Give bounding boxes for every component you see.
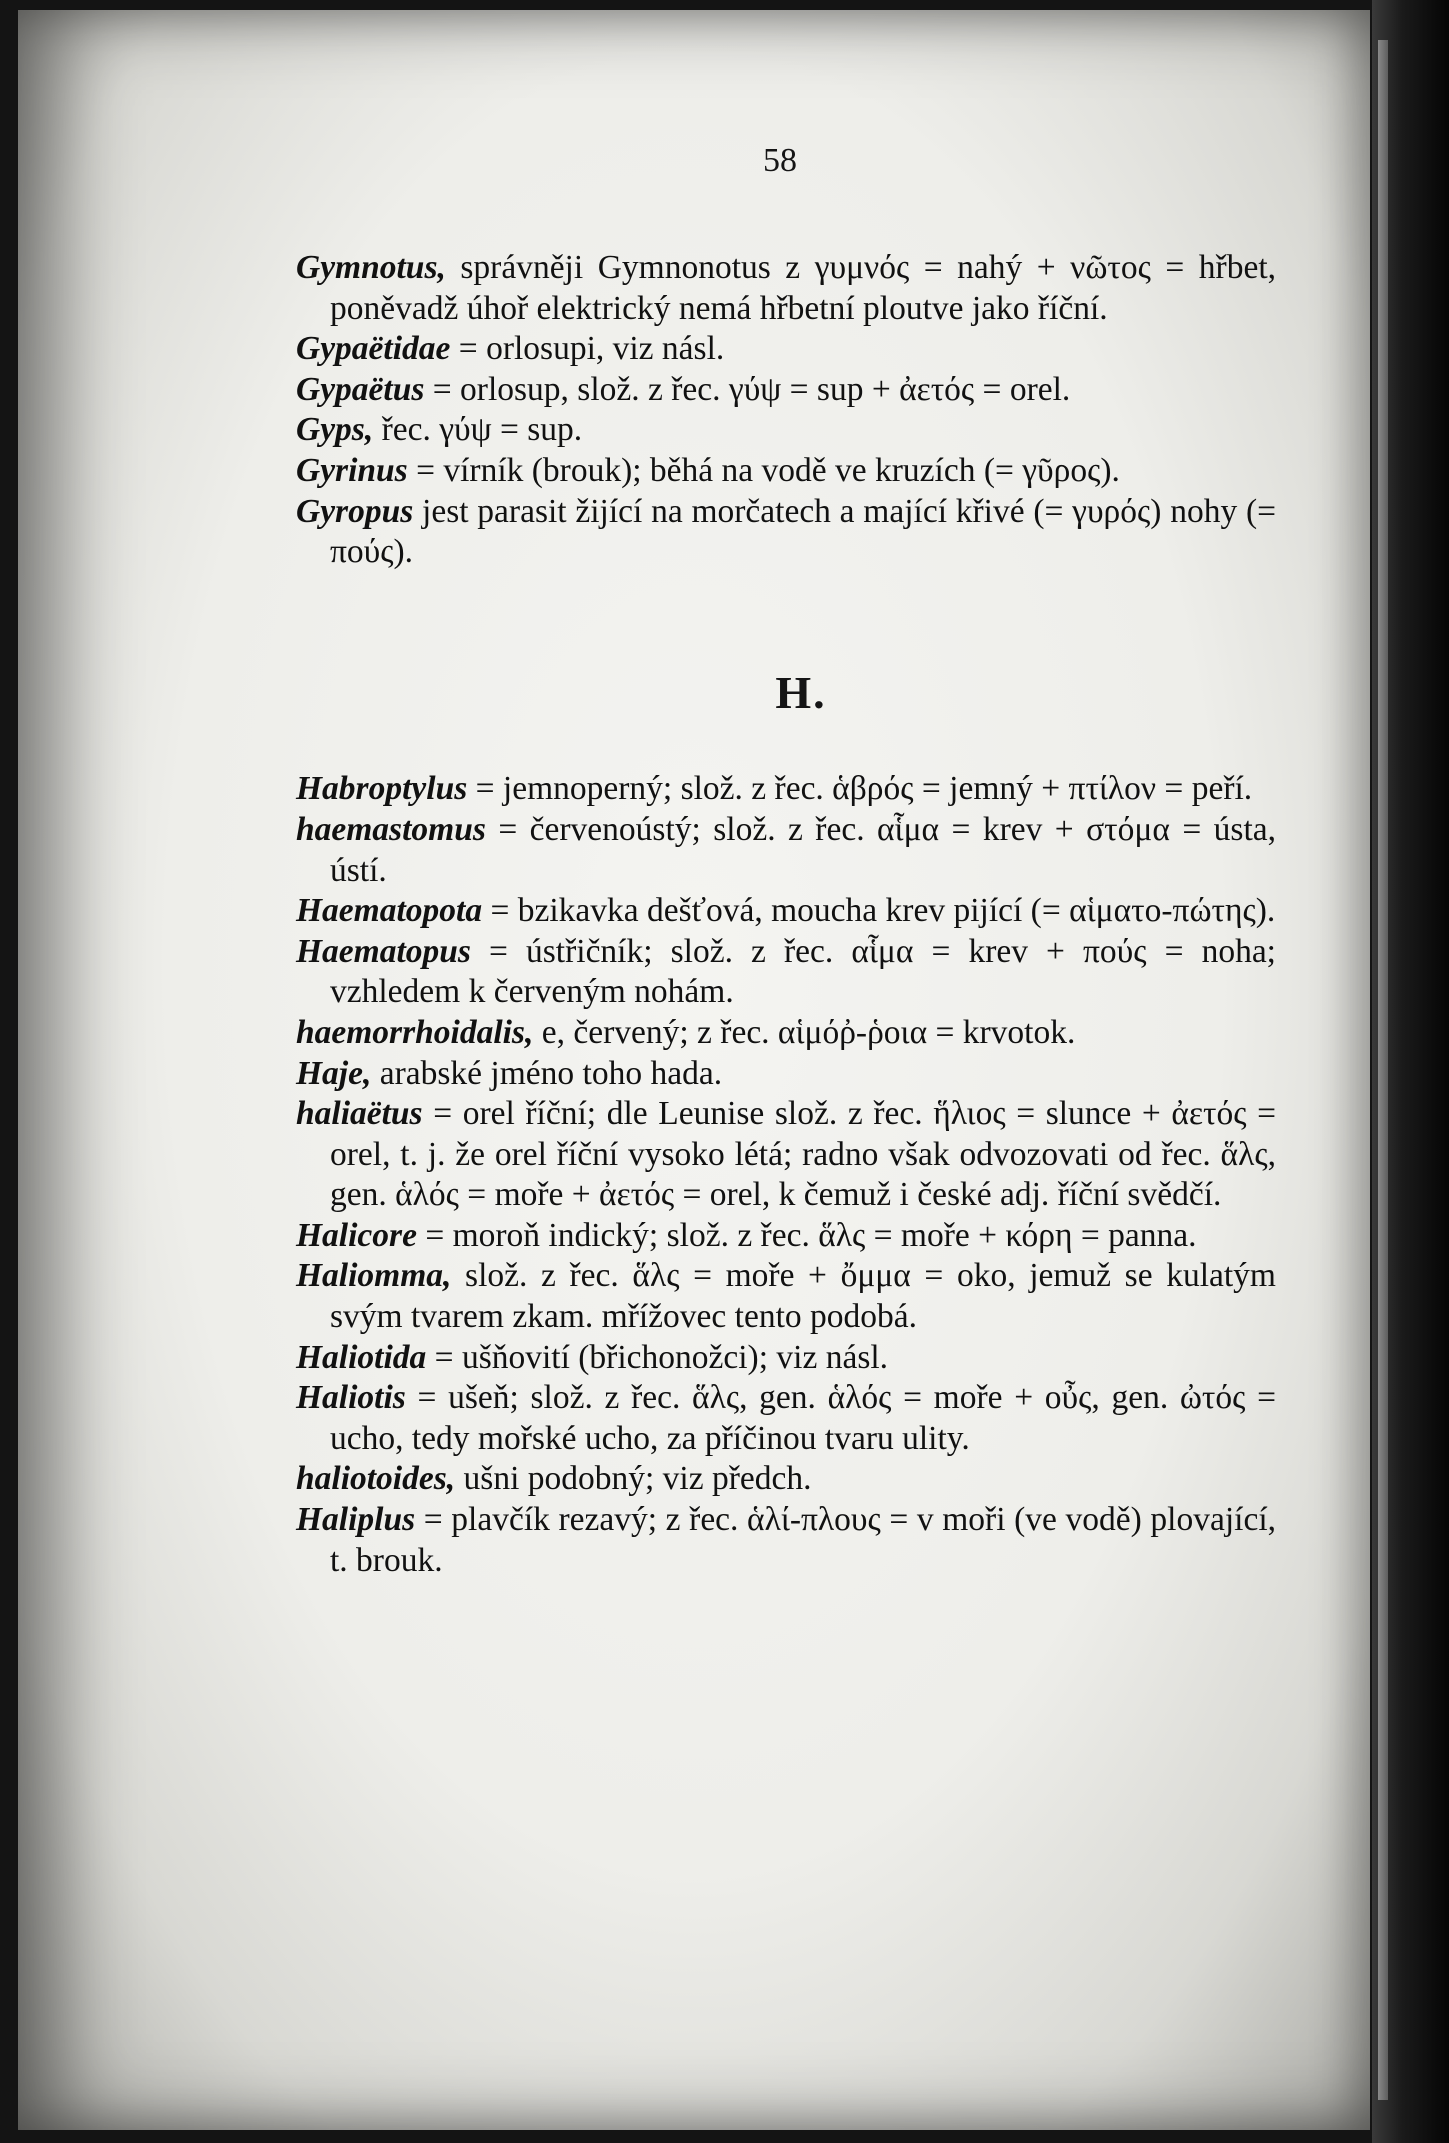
entry-text: = vírník (brouk); běhá na vodě ve kruzích (= γῦρος). <box>407 451 1120 489</box>
entry <box>296 492 1276 573</box>
entry-text: = orel říční; dle Leunise slož. z řec. ἥλιος = slunce + ἀετός = orel, t. j. že orel říční vysoko létá; radno však odvozovati od řec. ἅλς, gen. ἁλός = moře + ἀετός = orel, k čemuž i české adj. říční svědčí. <box>330 1095 1276 1214</box>
entry <box>296 1500 1276 1581</box>
entry-text: správněji Gymnonotus z γυμνός = nahý + νῶτος = hřbet, poněvadž úhoř elektrický nemá hřbetní ploutve jako říční. <box>330 249 1276 327</box>
entry <box>296 1094 1276 1216</box>
entry-term: Gyropus <box>296 492 414 530</box>
entry <box>296 810 1276 891</box>
entry-term: Gyps, <box>296 411 374 449</box>
entry <box>296 1216 1276 1257</box>
entry-term: Haliplus <box>296 1501 416 1539</box>
entry-term: Gypaëtus <box>296 370 425 408</box>
entry-term: Gymnotus, <box>296 249 446 286</box>
entry-text: řec. γύψ = sup. <box>373 411 583 449</box>
entry-text: ušni podobný; viz předch. <box>455 1460 812 1498</box>
entry <box>296 891 1276 932</box>
entry-text: = jemnoperný; slož. z řec. ἁβρός = jemný + πτίλον = peří. <box>467 770 1253 808</box>
entry-term: Gyrinus <box>296 451 408 489</box>
entry-text: slož. z řec. ἅλς = moře + ὄμμα = oko, jemuž se kulatým svým tvarem zkam. mřížovec tento podobá. <box>330 1257 1276 1336</box>
entry-text: = červenoústý; slož. z řec. αἷμα = krev + στόμα = ústa, ústí. <box>330 810 1276 889</box>
entry <box>296 1013 1276 1054</box>
entry-text: = ušňovití (břichonožci); viz násl. <box>426 1338 889 1376</box>
entry-text: = orlosup, slož. z řec. γύψ = sup + ἀετός = orel. <box>424 370 1071 408</box>
entry-text: arabské jméno toho hada. <box>371 1054 723 1092</box>
entry-text: e, červený; z řec. αἱμόῤ-ῥοια = krvotok. <box>533 1013 1076 1051</box>
entry <box>296 248 1276 329</box>
section-heading: H. <box>775 666 827 718</box>
entry-text: = plavčík rezavý; z řec. ἁλί-πλους = v moři (ve vodě) plovající, t. brouk. <box>330 1501 1276 1579</box>
book-binding <box>1372 0 1449 2143</box>
entry-term: Gypaëtidae <box>296 330 451 368</box>
entry-text: = orlosupi, viz násl. <box>450 330 725 368</box>
entry-text: jest parasit žijící na morčatech a mající křivé (= γυρός) nohy (= πούς). <box>330 492 1276 571</box>
entry-term: Halicore <box>296 1216 417 1254</box>
entry-text: = bzikavka dešťová, moucha krev pijící (= αἱματο-πώτης). <box>482 892 1276 930</box>
entry-term: Haematopota <box>296 892 483 930</box>
entry <box>296 932 1276 1013</box>
entry-term: Haematopus <box>296 932 471 970</box>
entry-text: = moroň indický; slož. z řec. ἅλς = moře + κόρη = panna. <box>416 1216 1197 1254</box>
entry <box>296 329 1276 370</box>
entry-term: haliaëtus <box>296 1095 423 1133</box>
entry <box>296 1338 1276 1379</box>
entry <box>296 1459 1276 1500</box>
page-edge <box>1378 40 1388 2100</box>
entry-text: = ústřičník; slož. z řec. αἷμα = krev + πούς = noha; vzhledem k červeným nohám. <box>330 932 1276 1011</box>
entries-g <box>296 248 1276 573</box>
page-number: 58 <box>763 142 797 179</box>
entry-term: Haliotis <box>296 1379 406 1417</box>
entry <box>296 1054 1276 1095</box>
entry <box>296 1378 1276 1459</box>
entry-term: Habroptylus <box>296 770 468 808</box>
entry-term: haemorrhoidalis, <box>296 1013 534 1051</box>
entry <box>296 451 1276 492</box>
entry-term: haliotoides, <box>296 1460 456 1498</box>
entry <box>296 370 1276 411</box>
entry-term: Haje, <box>296 1054 372 1092</box>
entries-h <box>296 769 1276 1581</box>
entry <box>296 410 1276 451</box>
spacer <box>296 573 1276 673</box>
entry-term: haemastomus <box>296 810 486 848</box>
entry <box>296 769 1276 810</box>
dictionary-text <box>296 248 1276 1581</box>
entry-text: = ušeň; slož. z řec. ἅλς, gen. ἁλός = moře + οὖς, gen. ὠτός = ucho, tedy mořské ucho, za příčinou tvaru ulity. <box>330 1379 1276 1457</box>
entry <box>296 1256 1276 1337</box>
entry-term: Haliomma, <box>296 1257 452 1295</box>
entry-term: Haliotida <box>296 1338 427 1376</box>
